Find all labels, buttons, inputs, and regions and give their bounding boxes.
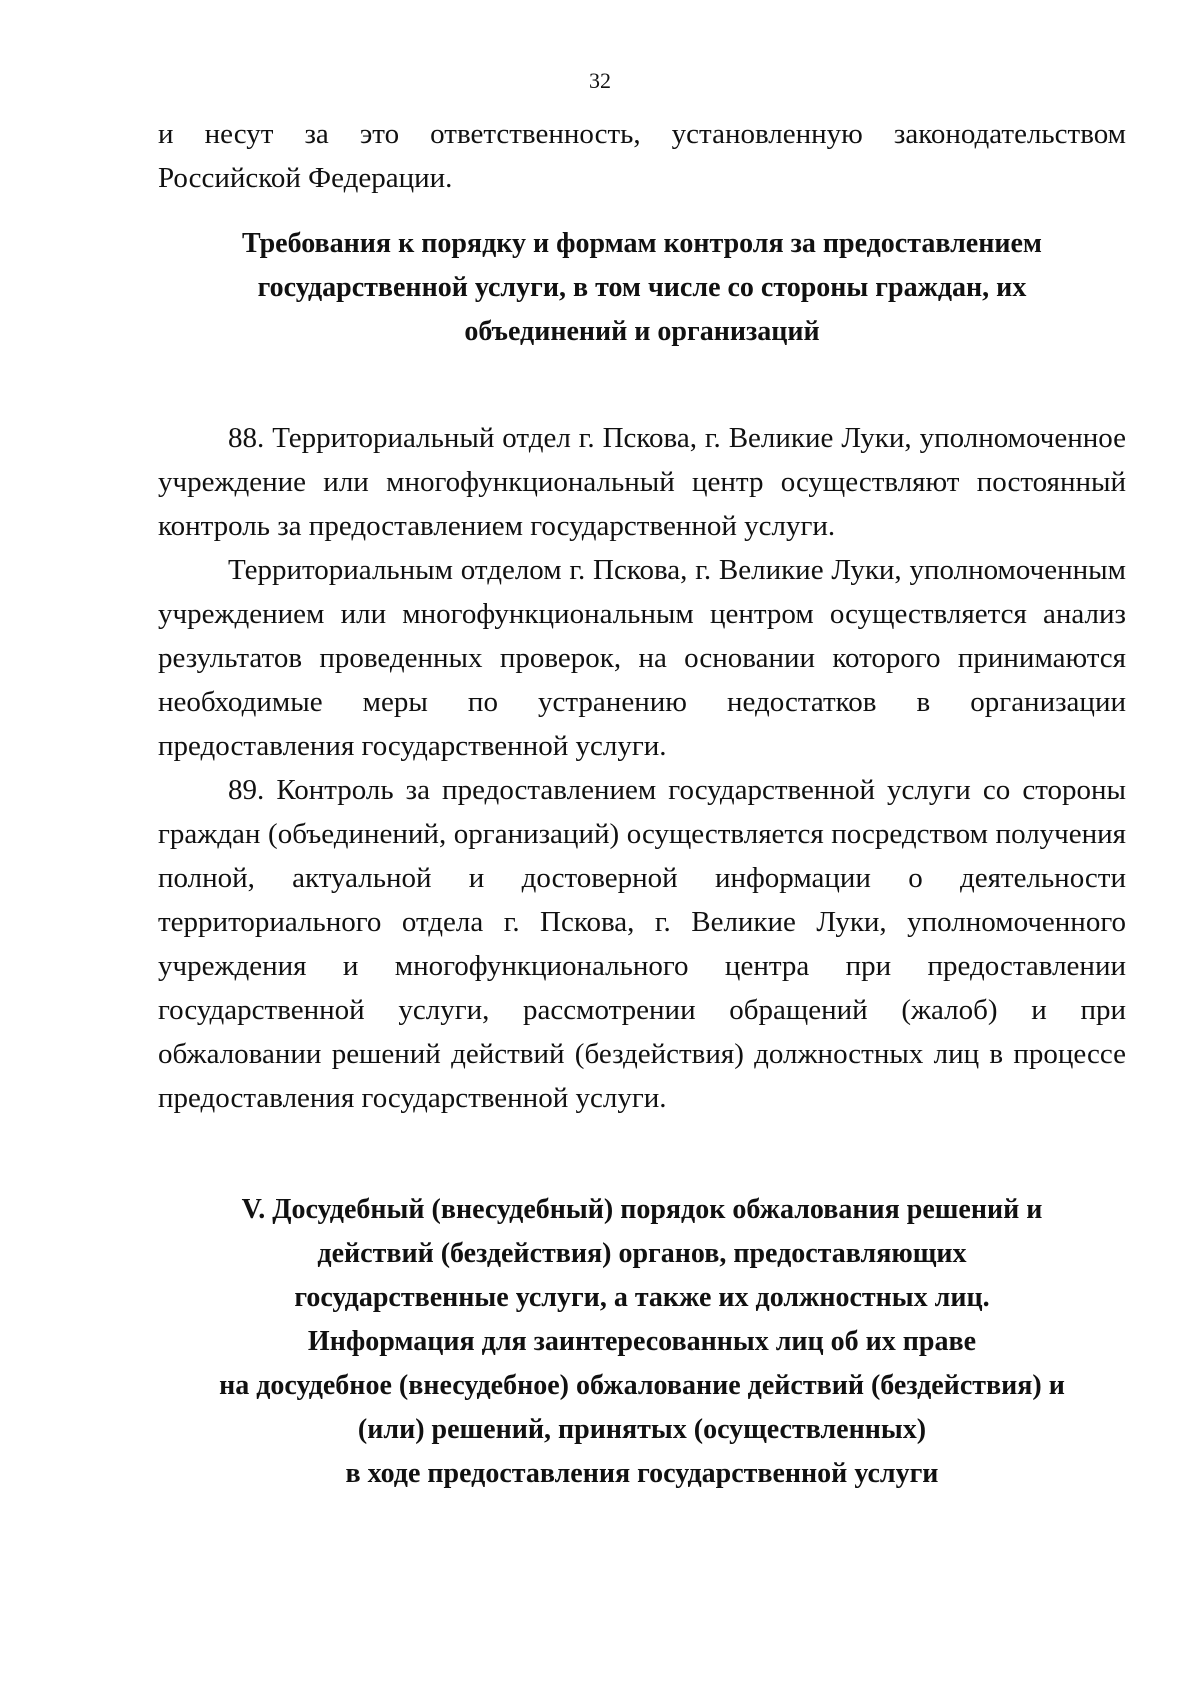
heading-line: действий (бездействия) органов, предоставляющих bbox=[317, 1238, 967, 1269]
intro-paragraph: и несут за это ответственность, установленную законодательством Российской Федерации. bbox=[158, 118, 1126, 194]
paragraph-88: 88. Территориальный отдел г. Пскова, г. Великие Луки, уполномоченное учреждение или многофункциональный центр осуществляют постоянный контроль за предоставлением государственной услуги. bbox=[158, 422, 1126, 542]
heading-line: (или) решений, принятых (осуществленных) bbox=[357, 1414, 927, 1445]
section-heading-control bbox=[158, 222, 1126, 354]
intro-block bbox=[158, 112, 1126, 200]
page-number: 32 bbox=[589, 68, 611, 93]
heading-line: Информация для заинтересованных лиц об их праве bbox=[307, 1326, 977, 1357]
section-body bbox=[158, 416, 1126, 1120]
paragraph-88-analysis: Территориальным отделом г. Пскова, г. Великие Луки, уполномоченным учреждением или многофункциональным центром осуществляется анализ результатов проведенных проверок, на основании которого принимаются необходимые меры по устранению недостатков в организации предоставления государственной услуги. bbox=[158, 554, 1126, 762]
paragraph-89: 89. Контроль за предоставлением государственной услуги со стороны граждан (объединений, организаций) осуществляется посредством получения полной, актуальной и достоверной информации о деятельности территориального отдела г. Пскова, г. Великие Луки, уполномоченного учреждения и многофункционального центра при предоставлении государственной услуги, рассмотрении обращений (жалоб) и при обжаловании решений действий (бездействия) должностных лиц в процессе предоставления государственной услуги. bbox=[158, 774, 1126, 1114]
heading-line: в ходе предоставления государственной услуги bbox=[345, 1458, 939, 1489]
heading-line: Требования к порядку и формам контроля за предоставлением bbox=[242, 228, 1042, 259]
heading-line: государственные услуги, а также их должностных лиц. bbox=[294, 1282, 990, 1313]
heading-line: на досудебное (внесудебное) обжалование действий (бездействия) и bbox=[219, 1370, 1065, 1401]
heading-line: государственной услуги, в том числе со стороны граждан, их bbox=[257, 272, 1027, 303]
heading-line: объединений и организаций bbox=[464, 316, 820, 347]
section-heading-appeal bbox=[158, 1188, 1126, 1496]
heading-line: V. Досудебный (внесудебный) порядок обжалования решений и bbox=[241, 1194, 1043, 1225]
